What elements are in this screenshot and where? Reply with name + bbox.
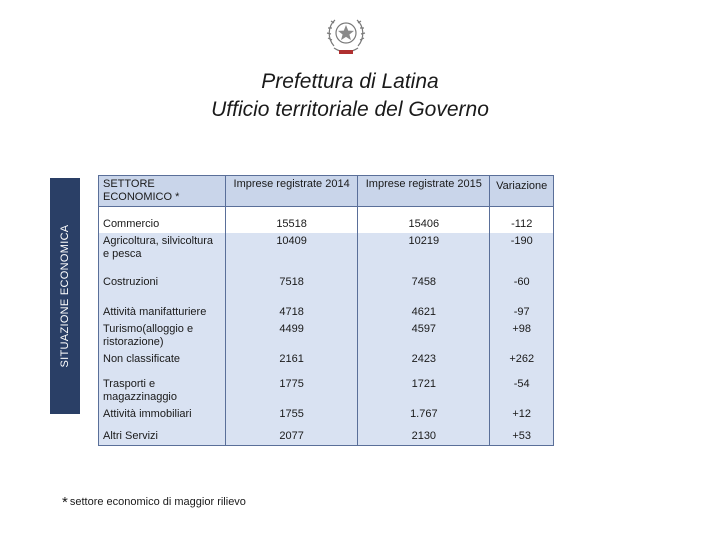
footnote-star: * — [62, 494, 68, 511]
row-sector: Turismo(alloggio e ristorazione) — [99, 321, 226, 351]
row-sector: Altri Servizi — [99, 423, 226, 446]
row-value-2014: 2161 — [226, 351, 358, 368]
footnote — [62, 494, 246, 511]
table-row — [99, 368, 554, 406]
row-sector: Attività immobiliari — [99, 406, 226, 423]
table-row — [99, 263, 554, 291]
sidebar-label: SITUAZIONE ECONOMICA — [59, 224, 71, 368]
row-variation: -190 — [490, 233, 554, 263]
row-variation: -112 — [490, 207, 554, 234]
row-variation: -54 — [490, 368, 554, 406]
row-variation: +53 — [490, 423, 554, 446]
row-value-2014: 4499 — [226, 321, 358, 351]
column-header-2014: Imprese registrate 2014 — [226, 176, 358, 207]
row-sector: Trasporti e magazzinaggio — [99, 368, 226, 406]
row-value-2015: 4597 — [358, 321, 490, 351]
footnote-text: settore economico di maggior rilievo — [69, 496, 246, 508]
table-row — [99, 351, 554, 368]
row-value-2014: 2077 — [226, 423, 358, 446]
row-value-2015: 15406 — [358, 207, 490, 234]
row-value-2015: 7458 — [358, 263, 490, 291]
republic-emblem-icon — [325, 12, 367, 58]
row-variation: +262 — [490, 351, 554, 368]
table-row — [99, 423, 554, 446]
row-variation: -97 — [490, 291, 554, 321]
table-row — [99, 406, 554, 423]
table-row — [99, 207, 554, 234]
row-value-2014: 4718 — [226, 291, 358, 321]
row-value-2014: 1775 — [226, 368, 358, 406]
table-header-row — [99, 176, 554, 207]
page-subtitle: Ufficio territoriale del Governo — [211, 98, 489, 121]
row-sector: Attività manifatturiere — [99, 291, 226, 321]
column-header-2015: Imprese registrate 2015 — [358, 176, 490, 207]
row-sector: Non classificate — [99, 351, 226, 368]
row-value-2015: 1.767 — [358, 406, 490, 423]
row-value-2014: 7518 — [226, 263, 358, 291]
row-value-2015: 4621 — [358, 291, 490, 321]
section-sidebar — [50, 178, 80, 414]
row-sector: Agricoltura, silvicoltura e pesca — [99, 233, 226, 263]
row-sector: Costruzioni — [99, 263, 226, 291]
column-header-sector: SETTORE ECONOMICO * — [99, 176, 226, 207]
row-value-2014: 15518 — [226, 207, 358, 234]
row-value-2015: 2423 — [358, 351, 490, 368]
business-registry-table — [98, 175, 554, 446]
table-row — [99, 291, 554, 321]
column-header-variation: Variazione — [490, 176, 554, 207]
row-sector: Commercio — [99, 207, 226, 234]
row-variation: +98 — [490, 321, 554, 351]
row-value-2015: 2130 — [358, 423, 490, 446]
table-row — [99, 321, 554, 351]
row-value-2014: 10409 — [226, 233, 358, 263]
row-value-2015: 10219 — [358, 233, 490, 263]
row-value-2014: 1755 — [226, 406, 358, 423]
page-title: Prefettura di Latina — [261, 70, 439, 93]
table-row — [99, 233, 554, 263]
row-value-2015: 1721 — [358, 368, 490, 406]
row-variation: -60 — [490, 263, 554, 291]
row-variation: +12 — [490, 406, 554, 423]
